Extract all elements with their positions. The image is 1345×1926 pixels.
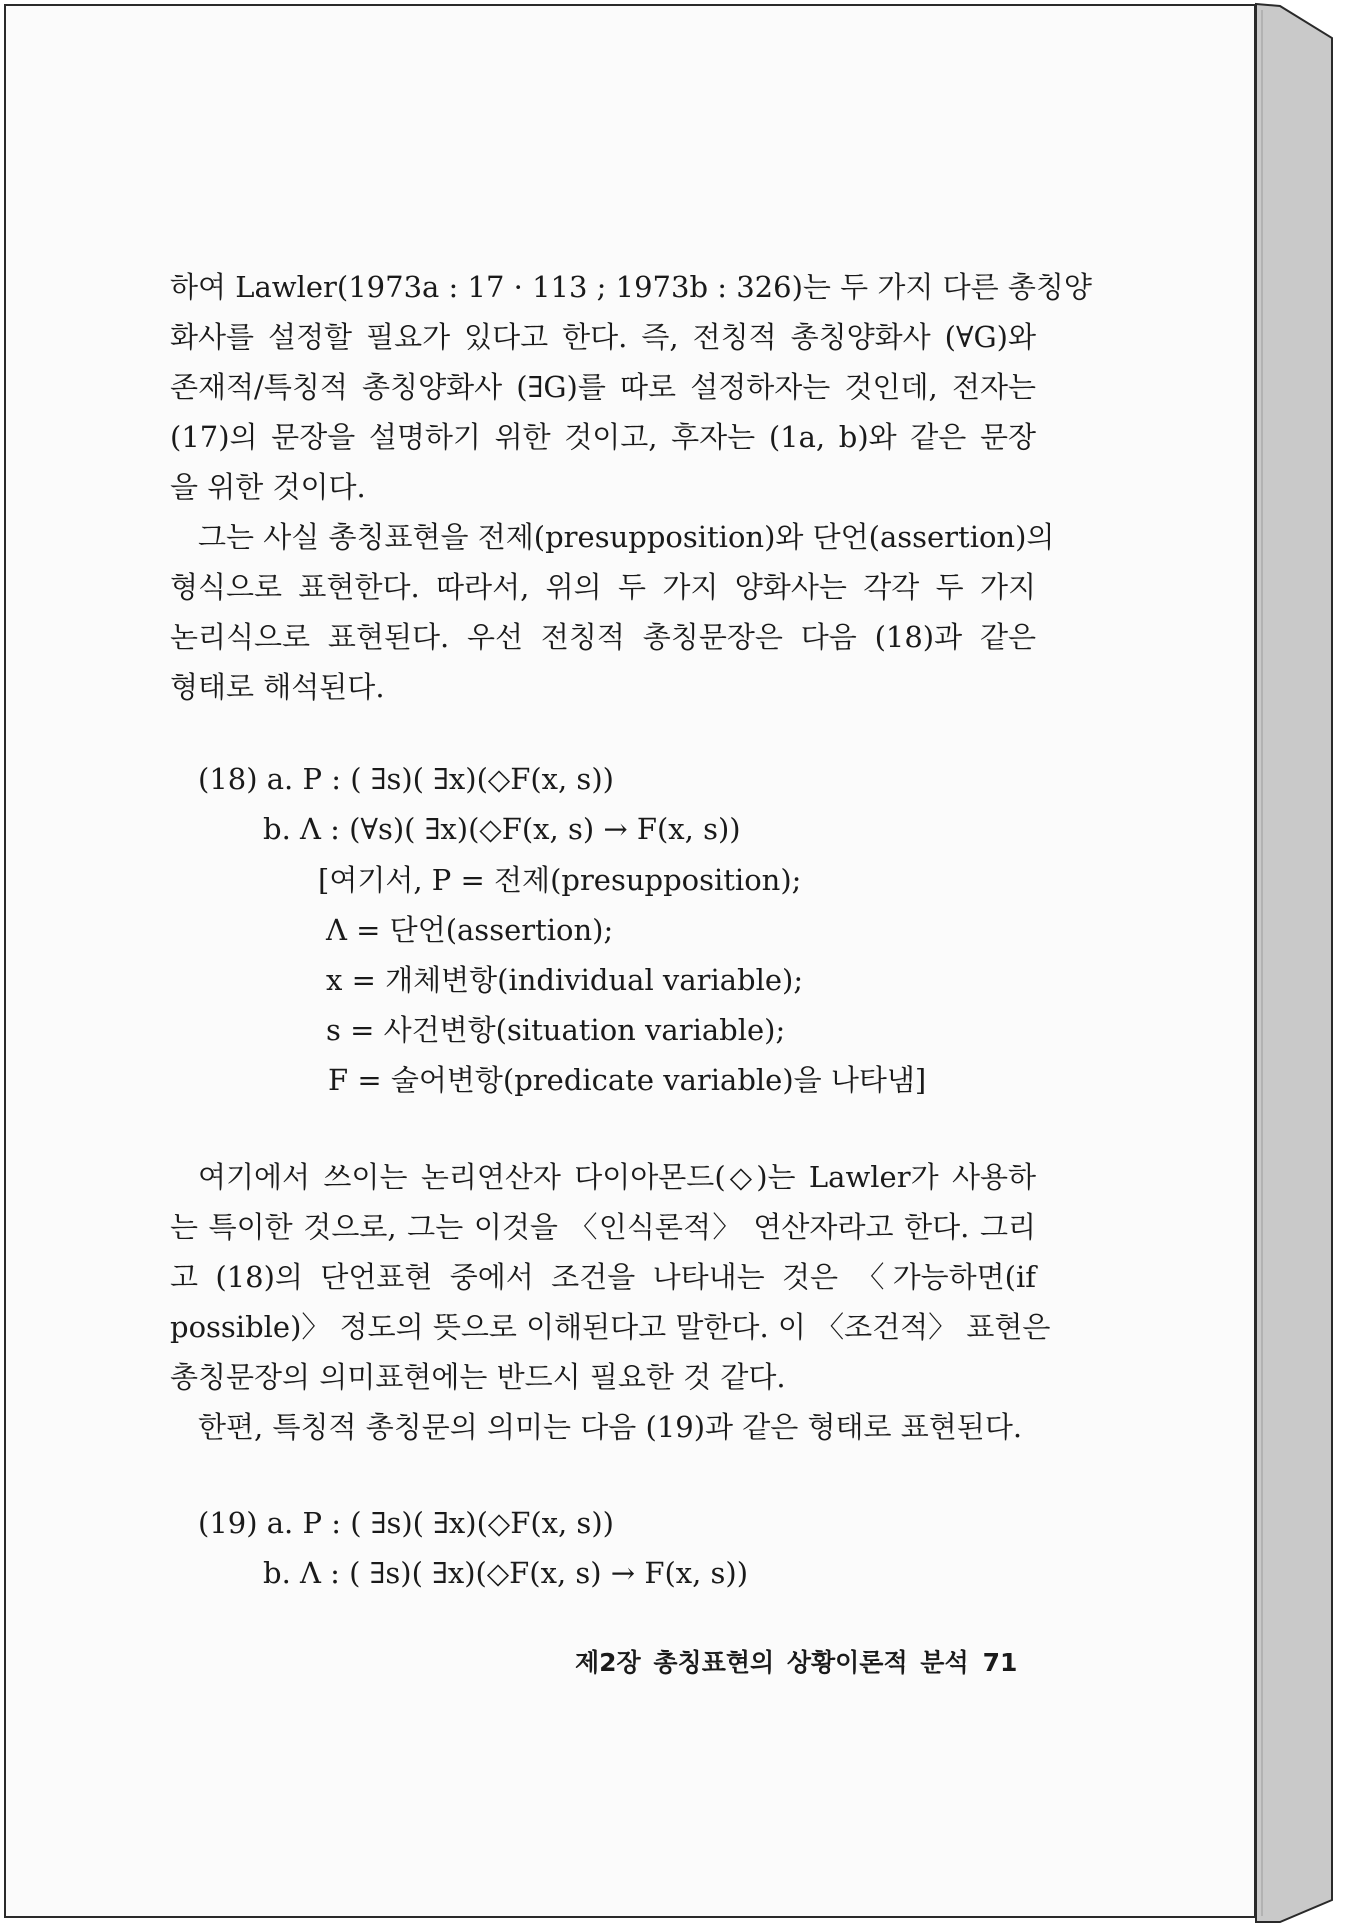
paragraph-3 (170, 1152, 1051, 1402)
note-line: F = 술어변항(predicate variable)을 나타냄] (328, 1063, 927, 1097)
text-line: 화사를 설정할 필요가 있다고 한다. 즉, 전칭적 총칭양화사 (∀G)와 (170, 320, 1036, 354)
text-line: 논리식으로 표현된다. 우선 전칭적 총칭문장은 다음 (18)과 같은 (170, 620, 1036, 654)
note-line: [여기서, P = 전제(presupposition); (318, 863, 802, 897)
text-line: (17)의 문장을 설명하기 위한 것이고, 후자는 (1a, b)와 같은 문장 (170, 420, 1036, 454)
body-text-2 (170, 1152, 1051, 1452)
paragraph-1 (170, 262, 1092, 512)
text-line: 총칭문장의 의미표현에는 반드시 필요한 것 같다. (170, 1360, 786, 1394)
text-line: 하여 Lawler(1973a : 17 · 113 ; 1973b : 326)는 두 가지 다른 총칭양 (170, 270, 1092, 304)
body-text (170, 262, 1092, 712)
text-line: 형태로 해석된다. (170, 670, 385, 704)
chapter-title: 제2장 총칭표현의 상황이론적 분석 (575, 1648, 969, 1677)
example-18-a: (18) a. P : ( ∃s)( ∃x)(◇F(x, s)) (198, 762, 614, 796)
note-line: x = 개체변항(individual variable); (326, 963, 804, 997)
paragraph-2 (170, 512, 1055, 712)
text-line: 을 위한 것이다. (170, 470, 366, 504)
text-line: 고 (18)의 단언표현 중에서 조건을 나타내는 것은 〈가능하면(if (170, 1260, 1036, 1294)
example-19-a: (19) a. P : ( ∃s)( ∃x)(◇F(x, s)) (198, 1506, 614, 1540)
text-line: 는 특이한 것으로, 그는 이것을 〈인식론적〉 연산자라고 한다. 그리 (170, 1210, 1036, 1244)
text-line: 형식으로 표현한다. 따라서, 위의 두 가지 양화사는 각각 두 가지 (170, 570, 1036, 604)
text-line: 여기에서 쓰이는 논리연산자 다이아몬드(◇)는 Lawler가 사용하 (198, 1160, 1036, 1194)
text-line: possible)〉 정도의 뜻으로 이해된다고 말한다. 이 〈조건적〉 표현은 (170, 1310, 1051, 1344)
text-line: 그는 사실 총칭표현을 전제(presupposition)와 단언(assertion)의 (198, 520, 1055, 554)
example-18-notes (318, 855, 926, 1105)
note-line: Λ = 단언(assertion); (326, 913, 614, 947)
text-line: 존재적/특칭적 총칭양화사 (∃G)를 따로 설정하자는 것인데, 전자는 (170, 370, 1036, 404)
text-line: 한편, 특칭적 총칭문의 의미는 다음 (19)과 같은 형태로 표현된다. (198, 1410, 1023, 1444)
example-19-b: b. Λ : ( ∃s)( ∃x)(◇F(x, s) → F(x, s)) (263, 1556, 749, 1590)
note-line: s = 사건변항(situation variable); (326, 1013, 786, 1047)
example-18-b: b. Λ : (∀s)( ∃x)(◇F(x, s) → F(x, s)) (263, 812, 741, 846)
running-footer (575, 1643, 1017, 1679)
page-number: 71 (982, 1648, 1018, 1677)
paragraph-4 (170, 1402, 1036, 1452)
